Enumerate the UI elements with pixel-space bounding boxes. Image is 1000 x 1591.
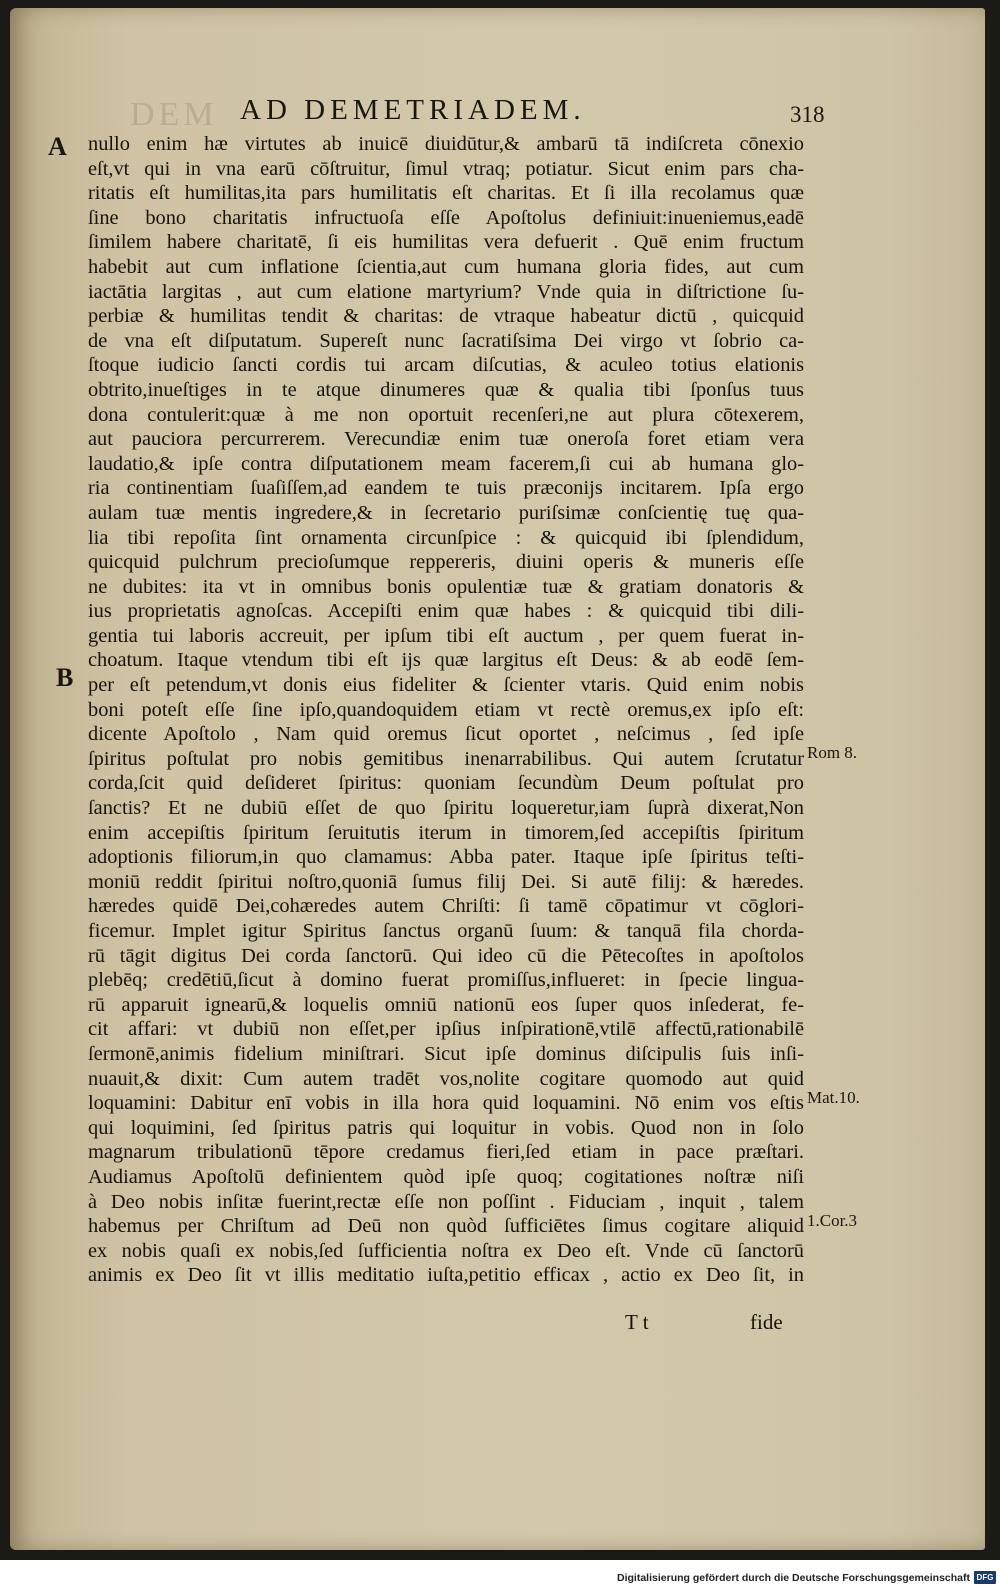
- text-line: gentia tui laboris accreuit, per ipſum tibi eſt auctum , per quem fuerat in-: [88, 624, 804, 647]
- margin-note-mat: Mat.10.: [807, 1088, 860, 1107]
- text-line: iactātia largitas , aut cum elatione martyrium? Vnde quia in diſtrictione ſu-: [88, 280, 804, 303]
- section-marker-b: B: [56, 663, 74, 692]
- text-line: aulam tuæ mentis ingredere,& in ſecretario puriſsimæ conſcientię tuę qua-: [88, 501, 804, 524]
- text-line: enim accepiſtis ſpiritum ſeruitutis iterum in timorem,ſed accepiſtis ſpiritum: [88, 821, 804, 844]
- section-marker-a: A: [48, 132, 67, 161]
- text-line: lia tibi repoſita ſint ornamenta circunſpice : & quicquid ibi ſplendidum,: [88, 526, 804, 549]
- text-line: ſine bono charitatis infructuoſa eſſe Apoſtolus definiuit:inueniemus,eadē: [88, 206, 804, 229]
- page-header: [10, 94, 985, 134]
- text-line: nuauit,& dixit: Cum autem tradēt vos,nolite cogitare quomodo aut quid: [88, 1067, 804, 1090]
- text-line: habebit aut cum inflatione ſcientia,aut cum humana gloria fides, aut cum: [88, 255, 804, 278]
- text-line: ius proprietatis agnoſcas. Accepiſti enim quæ habes : & quicquid tibi dili-: [88, 600, 804, 623]
- text-line: ſpiritus poſtulat pro nobis gemitibus inenarrabilibus. Qui autem ſcrutatur: [88, 747, 804, 770]
- text-line: habemus per Chriſtum ad Deū non quòd ſufficiētes ſimus cogitare aliquid: [88, 1215, 804, 1238]
- catchword: fide: [750, 1310, 783, 1334]
- text-line: ne dubites: ita vt in omnibus bonis opulentiæ tuæ & gratiam donatoris &: [88, 575, 804, 598]
- book-page: [10, 8, 985, 1550]
- text-line: ex nobis quaſi ex nobis,ſed ſufficientia noſtra ex Deo eſt. Vnde cū ſanctorū: [88, 1239, 804, 1262]
- signature-mark: T t: [625, 1310, 649, 1334]
- text-line: adoptionis filiorum,in quo clamamus: Abba pater. Itaque ipſe ſpiritus teſti-: [88, 846, 804, 869]
- text-line: ria continentiam ſuaſiſſem,ad eandem te tuis præconijs incitarem. Ipſa ergo: [88, 477, 804, 500]
- text-line: dicente Apoſtolo , Nam quid oremus ſicut oportet , neſcimus , ſed ipſe: [88, 723, 804, 746]
- text-line: ritatis eſt humilitas,ita pars humilitatis eſt charitas. Et ſi illa recolamus quæ: [88, 182, 804, 205]
- show-through-text: DEM: [130, 96, 218, 133]
- dfg-logo-icon: [974, 1571, 996, 1584]
- text-line: rū tāgit digitus Dei corda ſanctorū. Qui ideo cū die Pētecoſtes in apoſtolos: [88, 944, 804, 967]
- dfg-logo-text: DFG: [976, 1573, 994, 1582]
- text-line: dona contulerit:quæ à me non oportuit recenſeri,ne aut plura cōtexerem,: [88, 403, 804, 426]
- page-number: 318: [790, 102, 825, 127]
- text-line: laudatio,& ipſe contra diſputationem meam facerem,ſi cui ab humana glo-: [88, 452, 804, 475]
- running-head: AD DEMETRIADEM.: [240, 94, 586, 126]
- text-line: ficemur. Implet igitur Spiritus ſanctus organū ſuum: & tanquā fila chorda-: [88, 920, 804, 942]
- text-line: rū apparuit ignearū,& loquelis omniū nationū eos ſuper quos inſederat, fe-: [88, 993, 804, 1016]
- text-line: aut pauciora percurrerem. Verecundiæ enim tuæ oneroſa foret etiam vera: [88, 428, 804, 451]
- text-line: plebēq; credētiū,ſicut à domino fuerat promiſſus,influeret: in ſpecie lingua-: [88, 969, 804, 992]
- text-line: animis ex Deo ſit vt illis meditatio iuſta,petitio efficax , actio ex Deo ſit, in: [88, 1264, 804, 1287]
- footer-bar: [0, 1563, 1000, 1591]
- text-line: Audiamus Apoſtolū definientem quòd ipſe quoq; cogitationes noſtræ niſi: [88, 1165, 804, 1188]
- text-line: per eſt petendum,vt donis eius fideliter & ſcienter vtaris. Quid enim nobis: [88, 674, 804, 697]
- margin-note-rom: Rom 8.: [807, 743, 858, 762]
- text-line: eſt,vt qui in vna earū cōſtruitur, ſimul vtraq; potiatur. Sicut enim pars cha-: [88, 157, 804, 180]
- text-line: magnarum tribulationū tēpore credamus fieri,ſed etiam in pace præſtari.: [88, 1141, 804, 1164]
- text-line: moniū reddit ſpiritui noſtro,quoniā ſumus filij Dei. Si autē filij: & hæredes.: [88, 870, 804, 893]
- body-text: [88, 132, 804, 1288]
- margin-note-cor: 1.Cor.3: [807, 1211, 858, 1230]
- text-line: de vna eſt diſputatum. Supereſt nunc ſacratiſsima Dei virgo vt ſobrio ca-: [88, 329, 804, 352]
- text-line: perbiæ & humilitas tendit & charitas: de vtraque habeatur dictū , quicquid: [88, 305, 804, 328]
- text-line: quicquid pulchrum precioſumque reppereris, diuini operis & muneris eſſe: [88, 551, 804, 574]
- text-line: ſanctis? Et ne dubiū eſſet de quo ſpiritu loqueretur,iam ſuprà dixerat,Non: [88, 797, 804, 820]
- text-line: boni poteſt eſſe ſine ipſo,quandoquidem etiam vt rectè oremus,ex ipſo eſt:: [88, 698, 804, 721]
- text-line: obtrito,inueſtiges in te atque dinumeres quæ & qualia tibi ſponſus tuus: [88, 378, 804, 401]
- text-line: corda,ſcit quid deſideret ſpiritus: quoniam ſecundùm Deum poſtulat pro: [88, 772, 804, 795]
- text-line: choatum. Itaque vtendum tibi eſt ijs quæ largitus eſt Deus: & ab eodē ſem-: [88, 649, 804, 672]
- text-line: ſermonē,animis fidelium miniſtrari. Sicut ipſe dominus diſcipulis ſuis inſi-: [88, 1042, 804, 1065]
- text-line: loquamini: Dabitur enī vobis in illa hora quid loquamini. Nō enim vos eſtis: [88, 1092, 804, 1115]
- text-line: nullo enim hæ virtutes ab inuicē diuidūtur,& ambarū tā indiſcreta cōnexio: [88, 133, 804, 155]
- funding-credit: Digitalisierung gefördert durch die Deutsche Forschungsgemeinschaft: [617, 1572, 970, 1584]
- text-line: hæredes quidē Dei,cohæredes autem Chriſti: ſi tamē cōpatimur vt cōglori-: [88, 895, 804, 918]
- text-line: ſimilem habere charitatē, ſi eis humilitas vera defuerit . Quē enim fructum: [88, 231, 804, 254]
- text-line: qui loquimini, ſed ſpiritus patris qui loquitur in vobis. Quod non in ſolo: [88, 1116, 804, 1139]
- text-line: ſtoque iudicio ſancti cordis tui arcam diſcutias, & aculeo totius elationis: [88, 354, 804, 377]
- text-line: à Deo nobis inſitæ fuerint,rectæ eſſe non poſſint . Fiduciam , inquit , talem: [88, 1190, 804, 1213]
- text-line: cit affari: vt dubiū non eſſet,per ipſius inſpirationē,vtilē affectū,rationabilē: [88, 1018, 804, 1041]
